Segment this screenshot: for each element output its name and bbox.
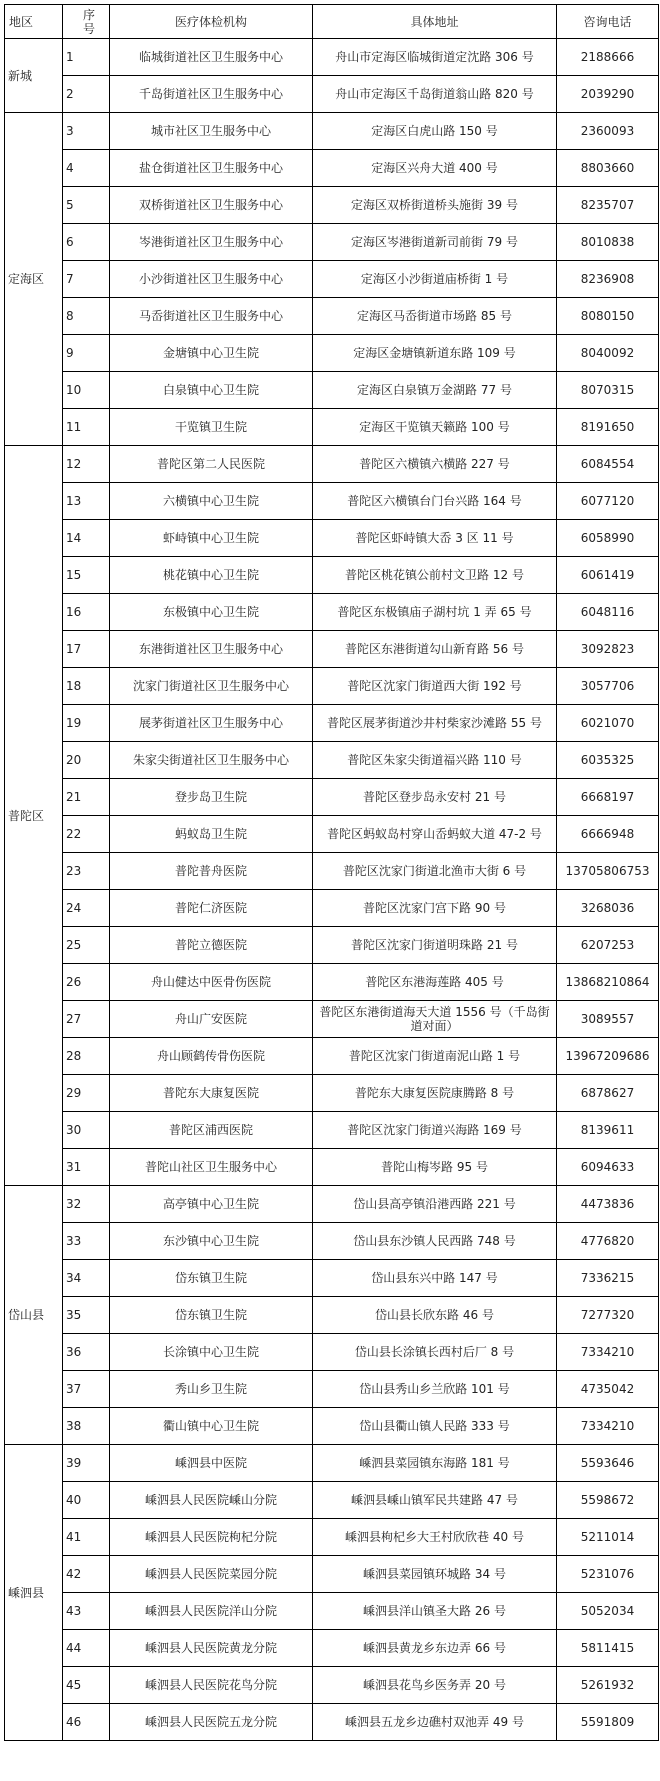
phone-number: 7334210 xyxy=(557,1408,659,1445)
seq-number: 15 xyxy=(63,557,110,594)
institution-name: 盐仓街道社区卫生服务中心 xyxy=(110,150,313,187)
institution-name: 普陀东大康复医院 xyxy=(110,1075,313,1112)
seq-number: 24 xyxy=(63,890,110,927)
phone-number: 5593646 xyxy=(557,1445,659,1482)
institution-name: 城市社区卫生服务中心 xyxy=(110,113,313,150)
table-row xyxy=(5,1667,659,1704)
institution-address: 嵊泗县花鸟乡医务弄 20 号 xyxy=(313,1667,557,1704)
seq-number: 43 xyxy=(63,1593,110,1630)
institution-address: 定海区兴舟大道 400 号 xyxy=(313,150,557,187)
table-row xyxy=(5,298,659,335)
table-row xyxy=(5,446,659,483)
institution-address: 岱山县衢山镇人民路 333 号 xyxy=(313,1408,557,1445)
table-row xyxy=(5,1223,659,1260)
table-row xyxy=(5,1334,659,1371)
institution-address: 定海区小沙街道庙桥街 1 号 xyxy=(313,261,557,298)
region-cell: 定海区 xyxy=(5,113,63,446)
institution-name: 展茅街道社区卫生服务中心 xyxy=(110,705,313,742)
institution-name: 普陀立德医院 xyxy=(110,927,313,964)
institution-address: 定海区白泉镇万金湖路 77 号 xyxy=(313,372,557,409)
institution-name: 东港街道社区卫生服务中心 xyxy=(110,631,313,668)
phone-number: 5591809 xyxy=(557,1704,659,1741)
phone-number: 7334210 xyxy=(557,1334,659,1371)
phone-number: 8191650 xyxy=(557,409,659,446)
institution-name: 嵊泗县人民医院菜园分院 xyxy=(110,1556,313,1593)
seq-number: 6 xyxy=(63,224,110,261)
table-row xyxy=(5,187,659,224)
table-row xyxy=(5,1482,659,1519)
table-row xyxy=(5,1186,659,1223)
table-row xyxy=(5,816,659,853)
institution-name: 秀山乡卫生院 xyxy=(110,1371,313,1408)
phone-number: 8236908 xyxy=(557,261,659,298)
table-row xyxy=(5,1556,659,1593)
institution-address: 岱山县东沙镇人民西路 748 号 xyxy=(313,1223,557,1260)
institution-address: 普陀区东极镇庙子湖村坑 1 弄 65 号 xyxy=(313,594,557,631)
seq-number: 38 xyxy=(63,1408,110,1445)
table-row xyxy=(5,927,659,964)
table-row xyxy=(5,742,659,779)
phone-number: 5261932 xyxy=(557,1667,659,1704)
table-row xyxy=(5,1408,659,1445)
phone-number: 7336215 xyxy=(557,1260,659,1297)
phone-number: 6094633 xyxy=(557,1149,659,1186)
table-row xyxy=(5,668,659,705)
institution-address: 普陀山梅岑路 95 号 xyxy=(313,1149,557,1186)
institution-address: 岱山县秀山乡兰欣路 101 号 xyxy=(313,1371,557,1408)
institution-name: 嵊泗县人民医院洋山分院 xyxy=(110,1593,313,1630)
institution-name: 普陀区第二人民医院 xyxy=(110,446,313,483)
institution-name: 桃花镇中心卫生院 xyxy=(110,557,313,594)
seq-number: 14 xyxy=(63,520,110,557)
seq-number: 31 xyxy=(63,1149,110,1186)
seq-number: 5 xyxy=(63,187,110,224)
table-row xyxy=(5,483,659,520)
seq-number: 10 xyxy=(63,372,110,409)
table-row xyxy=(5,594,659,631)
table-row xyxy=(5,224,659,261)
institution-name: 蚂蚁岛卫生院 xyxy=(110,816,313,853)
phone-number: 8010838 xyxy=(557,224,659,261)
phone-number: 5811415 xyxy=(557,1630,659,1667)
seq-number: 9 xyxy=(63,335,110,372)
phone-number: 8070315 xyxy=(557,372,659,409)
header-seq: 序号 xyxy=(63,5,110,39)
institution-name: 双桥街道社区卫生服务中心 xyxy=(110,187,313,224)
institution-address: 普陀区沈家门街道西大街 192 号 xyxy=(313,668,557,705)
seq-number: 36 xyxy=(63,1334,110,1371)
institution-name: 千岛街道社区卫生服务中心 xyxy=(110,76,313,113)
institution-address: 普陀区桃花镇公前村文卫路 12 号 xyxy=(313,557,557,594)
table-row xyxy=(5,113,659,150)
phone-number: 6084554 xyxy=(557,446,659,483)
seq-number: 12 xyxy=(63,446,110,483)
institution-name: 干览镇卫生院 xyxy=(110,409,313,446)
table-row xyxy=(5,964,659,1001)
phone-number: 13705806753 xyxy=(557,853,659,890)
phone-number: 6878627 xyxy=(557,1075,659,1112)
institution-name: 临城街道社区卫生服务中心 xyxy=(110,39,313,76)
seq-number: 35 xyxy=(63,1297,110,1334)
institution-name: 嵊泗县人民医院五龙分院 xyxy=(110,1704,313,1741)
institution-name: 岑港街道社区卫生服务中心 xyxy=(110,224,313,261)
seq-number: 30 xyxy=(63,1112,110,1149)
table-row xyxy=(5,1297,659,1334)
institution-address: 普陀区朱家尖街道福兴路 110 号 xyxy=(313,742,557,779)
phone-number: 5052034 xyxy=(557,1593,659,1630)
institution-name: 虾峙镇中心卫生院 xyxy=(110,520,313,557)
institution-address: 嵊泗县菜园镇环城路 34 号 xyxy=(313,1556,557,1593)
phone-number: 8235707 xyxy=(557,187,659,224)
institution-address: 普陀区沈家门宫下路 90 号 xyxy=(313,890,557,927)
seq-number: 26 xyxy=(63,964,110,1001)
seq-number: 39 xyxy=(63,1445,110,1482)
phone-number: 3057706 xyxy=(557,668,659,705)
seq-number: 16 xyxy=(63,594,110,631)
seq-number: 34 xyxy=(63,1260,110,1297)
phone-number: 4776820 xyxy=(557,1223,659,1260)
institution-name: 普陀仁济医院 xyxy=(110,890,313,927)
header-region: 地区 xyxy=(5,5,63,39)
institution-name: 嵊泗县人民医院花鸟分院 xyxy=(110,1667,313,1704)
institution-address: 定海区干览镇天籁路 100 号 xyxy=(313,409,557,446)
region-cell: 普陀区 xyxy=(5,446,63,1186)
institution-address: 普陀区蚂蚁岛村穿山岙蚂蚁大道 47-2 号 xyxy=(313,816,557,853)
phone-number: 4473836 xyxy=(557,1186,659,1223)
phone-number: 4735042 xyxy=(557,1371,659,1408)
phone-number: 8139611 xyxy=(557,1112,659,1149)
table-row xyxy=(5,1593,659,1630)
table-row xyxy=(5,1149,659,1186)
institution-address: 普陀区沈家门街道北渔市大街 6 号 xyxy=(313,853,557,890)
seq-number: 20 xyxy=(63,742,110,779)
seq-number: 8 xyxy=(63,298,110,335)
institution-address: 普陀区东港海莲路 405 号 xyxy=(313,964,557,1001)
institution-address: 嵊泗县洋山镇圣大路 26 号 xyxy=(313,1593,557,1630)
seq-number: 28 xyxy=(63,1038,110,1075)
institution-address: 嵊泗县黄龙乡东边弄 66 号 xyxy=(313,1630,557,1667)
table-row xyxy=(5,335,659,372)
table-body xyxy=(5,39,659,1741)
institution-address: 定海区岑港街道新司前街 79 号 xyxy=(313,224,557,261)
institution-name: 高亭镇中心卫生院 xyxy=(110,1186,313,1223)
institution-name: 衢山镇中心卫生院 xyxy=(110,1408,313,1445)
header-row xyxy=(5,5,659,39)
table-row xyxy=(5,1630,659,1667)
institution-address: 普陀区东港街道海天大道 1556 号（千岛街道对面） xyxy=(313,1001,557,1038)
phone-number: 6058990 xyxy=(557,520,659,557)
table-row xyxy=(5,1038,659,1075)
seq-number: 41 xyxy=(63,1519,110,1556)
table-row xyxy=(5,1704,659,1741)
table-row xyxy=(5,1445,659,1482)
institution-address: 普陀区沈家门街道明珠路 21 号 xyxy=(313,927,557,964)
institution-name: 登步岛卫生院 xyxy=(110,779,313,816)
phone-number: 5231076 xyxy=(557,1556,659,1593)
table-row xyxy=(5,631,659,668)
table-row xyxy=(5,1519,659,1556)
seq-number: 40 xyxy=(63,1482,110,1519)
institution-name: 普陀山社区卫生服务中心 xyxy=(110,1149,313,1186)
phone-number: 6035325 xyxy=(557,742,659,779)
institution-name: 舟山广安医院 xyxy=(110,1001,313,1038)
seq-number: 13 xyxy=(63,483,110,520)
table-row xyxy=(5,557,659,594)
institution-name: 小沙街道社区卫生服务中心 xyxy=(110,261,313,298)
institution-address: 普陀区展茅街道沙井村柴家沙滩路 55 号 xyxy=(313,705,557,742)
institution-address: 定海区马岙街道市场路 85 号 xyxy=(313,298,557,335)
institution-address: 普陀区虾峙镇大岙 3 区 11 号 xyxy=(313,520,557,557)
phone-number: 2188666 xyxy=(557,39,659,76)
table-row xyxy=(5,520,659,557)
seq-number: 11 xyxy=(63,409,110,446)
table-row xyxy=(5,853,659,890)
institution-address: 普陀区沈家门街道兴海路 169 号 xyxy=(313,1112,557,1149)
institution-name: 嵊泗县中医院 xyxy=(110,1445,313,1482)
seq-number: 23 xyxy=(63,853,110,890)
institution-name: 嵊泗县人民医院嵊山分院 xyxy=(110,1482,313,1519)
seq-number: 1 xyxy=(63,39,110,76)
seq-number: 44 xyxy=(63,1630,110,1667)
institution-name: 普陀区浦西医院 xyxy=(110,1112,313,1149)
seq-number: 19 xyxy=(63,705,110,742)
institution-address: 普陀东大康复医院康腾路 8 号 xyxy=(313,1075,557,1112)
phone-number: 13868210864 xyxy=(557,964,659,1001)
seq-number: 17 xyxy=(63,631,110,668)
seq-number: 29 xyxy=(63,1075,110,1112)
institution-name: 沈家门街道社区卫生服务中心 xyxy=(110,668,313,705)
table-row xyxy=(5,779,659,816)
seq-number: 21 xyxy=(63,779,110,816)
institution-name: 舟山健达中医骨伤医院 xyxy=(110,964,313,1001)
phone-number: 5211014 xyxy=(557,1519,659,1556)
table-row xyxy=(5,150,659,187)
institution-name: 金塘镇中心卫生院 xyxy=(110,335,313,372)
seq-number: 46 xyxy=(63,1704,110,1741)
seq-number: 33 xyxy=(63,1223,110,1260)
phone-number: 5598672 xyxy=(557,1482,659,1519)
institution-name: 嵊泗县人民医院黄龙分院 xyxy=(110,1630,313,1667)
table-row xyxy=(5,76,659,113)
institution-name: 岱东镇卫生院 xyxy=(110,1297,313,1334)
institution-name: 白泉镇中心卫生院 xyxy=(110,372,313,409)
institution-address: 岱山县高亭镇沿港西路 221 号 xyxy=(313,1186,557,1223)
phone-number: 6077120 xyxy=(557,483,659,520)
institution-address: 普陀区东港街道勾山新育路 56 号 xyxy=(313,631,557,668)
institution-address: 岱山县长涂镇长西村后厂 8 号 xyxy=(313,1334,557,1371)
institution-name: 东极镇中心卫生院 xyxy=(110,594,313,631)
seq-number: 2 xyxy=(63,76,110,113)
seq-number: 22 xyxy=(63,816,110,853)
institution-name: 六横镇中心卫生院 xyxy=(110,483,313,520)
phone-number: 7277320 xyxy=(557,1297,659,1334)
region-cell: 岱山县 xyxy=(5,1186,63,1445)
institution-name: 舟山顾鹤传骨伤医院 xyxy=(110,1038,313,1075)
region-cell: 新城 xyxy=(5,39,63,113)
institution-address: 嵊泗县五龙乡边礁村双池弄 49 号 xyxy=(313,1704,557,1741)
institution-name: 朱家尖街道社区卫生服务中心 xyxy=(110,742,313,779)
institution-name: 马岙街道社区卫生服务中心 xyxy=(110,298,313,335)
phone-number: 6668197 xyxy=(557,779,659,816)
table-row xyxy=(5,890,659,927)
institution-address: 岱山县东兴中路 147 号 xyxy=(313,1260,557,1297)
institution-name: 岱东镇卫生院 xyxy=(110,1260,313,1297)
table-row xyxy=(5,409,659,446)
seq-number: 3 xyxy=(63,113,110,150)
seq-number: 27 xyxy=(63,1001,110,1038)
institution-address: 嵊泗县菜园镇东海路 181 号 xyxy=(313,1445,557,1482)
table-row xyxy=(5,1075,659,1112)
region-cell: 嵊泗县 xyxy=(5,1445,63,1741)
seq-number: 42 xyxy=(63,1556,110,1593)
institution-address: 舟山市定海区临城街道定沈路 306 号 xyxy=(313,39,557,76)
phone-number: 6666948 xyxy=(557,816,659,853)
institution-address: 普陀区六横镇六横路 227 号 xyxy=(313,446,557,483)
table-row xyxy=(5,372,659,409)
phone-number: 6207253 xyxy=(557,927,659,964)
seq-number: 25 xyxy=(63,927,110,964)
institution-name: 东沙镇中心卫生院 xyxy=(110,1223,313,1260)
institution-name: 长涂镇中心卫生院 xyxy=(110,1334,313,1371)
phone-number: 3268036 xyxy=(557,890,659,927)
phone-number: 8803660 xyxy=(557,150,659,187)
phone-number: 3092823 xyxy=(557,631,659,668)
institution-address: 普陀区登步岛永安村 21 号 xyxy=(313,779,557,816)
phone-number: 13967209686 xyxy=(557,1038,659,1075)
institution-address: 嵊泗县枸杞乡大王村欣欣巷 40 号 xyxy=(313,1519,557,1556)
institution-address: 普陀区六横镇台门台兴路 164 号 xyxy=(313,483,557,520)
institution-name: 普陀普舟医院 xyxy=(110,853,313,890)
phone-number: 6021070 xyxy=(557,705,659,742)
clinic-table xyxy=(4,4,659,1741)
table-row xyxy=(5,1371,659,1408)
table-row xyxy=(5,39,659,76)
institution-address: 定海区白虎山路 150 号 xyxy=(313,113,557,150)
institution-name: 嵊泗县人民医院枸杞分院 xyxy=(110,1519,313,1556)
seq-number: 45 xyxy=(63,1667,110,1704)
institution-address: 普陀区沈家门街道南泥山路 1 号 xyxy=(313,1038,557,1075)
seq-number: 4 xyxy=(63,150,110,187)
institution-address: 嵊泗县嵊山镇军民共建路 47 号 xyxy=(313,1482,557,1519)
table-row xyxy=(5,261,659,298)
seq-number: 7 xyxy=(63,261,110,298)
phone-number: 3089557 xyxy=(557,1001,659,1038)
header-phone: 咨询电话 xyxy=(557,5,659,39)
table-row xyxy=(5,1001,659,1038)
seq-number: 37 xyxy=(63,1371,110,1408)
phone-number: 2360093 xyxy=(557,113,659,150)
table-row xyxy=(5,1260,659,1297)
table-row xyxy=(5,1112,659,1149)
seq-number: 18 xyxy=(63,668,110,705)
phone-number: 8080150 xyxy=(557,298,659,335)
institution-address: 舟山市定海区千岛街道翁山路 820 号 xyxy=(313,76,557,113)
institution-address: 岱山县长欣东路 46 号 xyxy=(313,1297,557,1334)
header-address: 具体地址 xyxy=(313,5,557,39)
seq-number: 32 xyxy=(63,1186,110,1223)
table-row xyxy=(5,705,659,742)
phone-number: 6048116 xyxy=(557,594,659,631)
phone-number: 8040092 xyxy=(557,335,659,372)
header-institution: 医疗体检机构 xyxy=(110,5,313,39)
phone-number: 6061419 xyxy=(557,557,659,594)
phone-number: 2039290 xyxy=(557,76,659,113)
institution-address: 定海区双桥街道桥头施街 39 号 xyxy=(313,187,557,224)
institution-address: 定海区金塘镇新道东路 109 号 xyxy=(313,335,557,372)
